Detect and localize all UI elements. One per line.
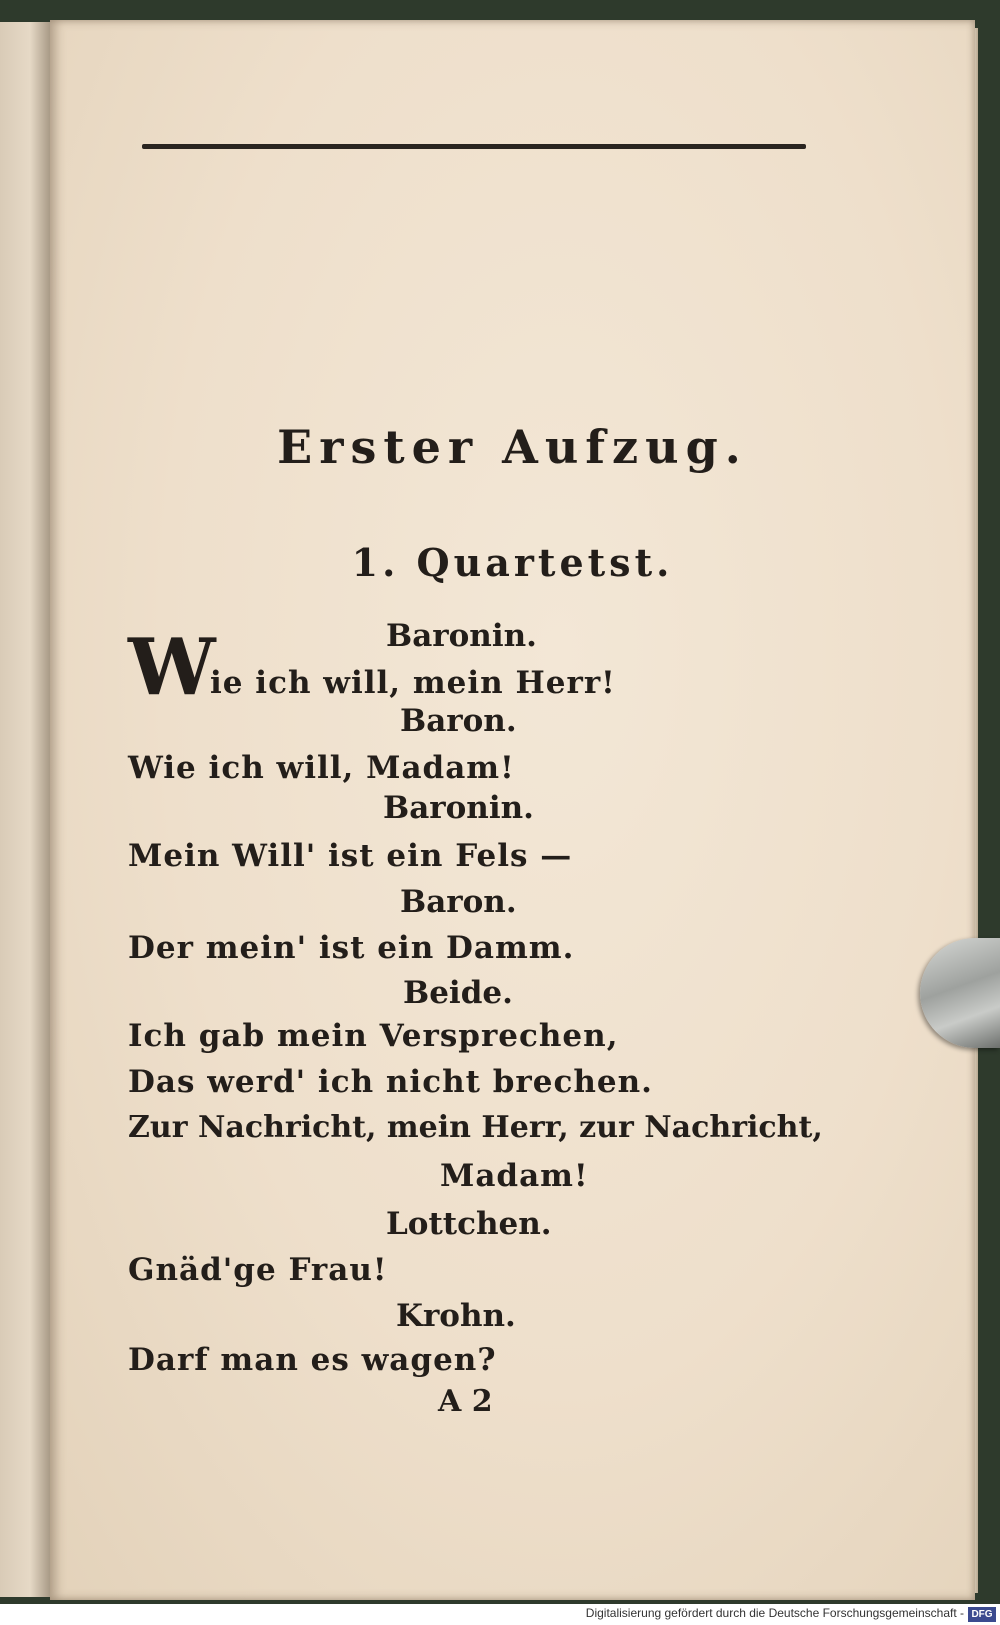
verse-line: Madam! — [440, 1158, 589, 1194]
verse-line: Zur Nachricht, mein Herr, zur Nachricht, — [128, 1110, 823, 1145]
verse-line: Gnäd'ge Frau! — [128, 1252, 388, 1288]
verse-line: Das werd' ich nicht brechen. — [128, 1064, 653, 1100]
page-signature: A 2 — [438, 1384, 493, 1419]
speaker-baronin: Baronin. — [383, 790, 534, 826]
act-title: Erster Aufzug. — [277, 420, 748, 474]
drop-cap: W — [128, 622, 216, 713]
verse-line: Mein Will' ist ein Fels — — [128, 838, 573, 874]
speaker-baron: Baron. — [400, 884, 517, 920]
book-page — [50, 20, 975, 1600]
first-line: ie ich will, mein Herr! — [210, 665, 616, 701]
left-page-edge — [0, 22, 50, 1597]
verse-line: Darf man es wagen? — [128, 1342, 497, 1378]
dfg-logo: DFG — [968, 1607, 996, 1622]
verse-line: Der mein' ist ein Damm. — [128, 930, 575, 966]
speaker-baronin: Baronin. — [386, 618, 537, 654]
speaker-krohn: Krohn. — [396, 1298, 516, 1334]
footer-credit: Digitalisierung gefördert durch die Deutsche Forschungsgemeinschaft - — [585, 1606, 964, 1620]
speaker-baron: Baron. — [400, 703, 517, 739]
speaker-beide: Beide. — [403, 975, 513, 1011]
top-rule — [142, 144, 806, 149]
section-title: 1. Quartetst. — [351, 540, 674, 585]
digitization-footer — [0, 1604, 1000, 1625]
verse-line: Wie ich will, Madam! — [128, 750, 515, 786]
speaker-lottchen: Lottchen. — [386, 1206, 552, 1242]
verse-line: Ich gab mein Versprechen, — [128, 1018, 619, 1054]
